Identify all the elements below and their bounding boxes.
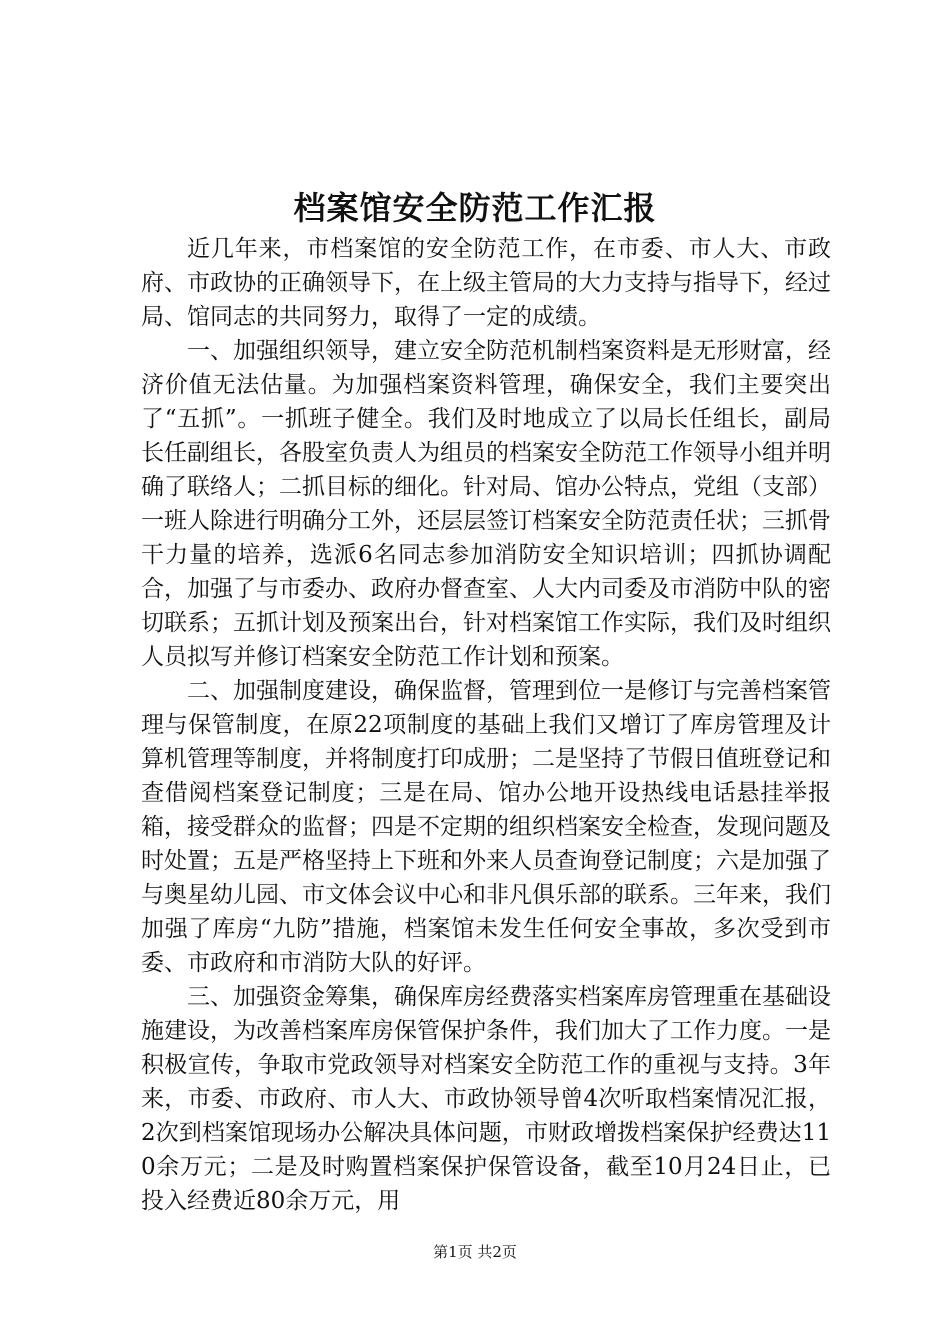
paragraph-section-2: 二、加强制度建设，确保监督，管理到位一是修订与完善档案管理与保管制度，在原22项制度的基础上我们又增订了库房管理及计算机管理等制度，并将制度打印成册；二是坚持了节假日值班登记和查借阅档案登记制度；三是在局、馆办公地开设热线电话悬挂举报箱，接受群众的监督；四是不定期的组织档案安全检查，发现问题及时处置；五是严格坚持上下班和外来人员查询登记制度；六是加强了与奥星幼儿园、市文体会议中心和非凡俱乐部的联系。三年来，我们加强了库房“九防”措施，档案馆未发生任何安全事故，多次受到市委、市政府和市消防大队的好评。 [141,678,831,976]
page-footer: 第1页 共2页 [433,1243,517,1261]
document-body [141,232,831,1218]
paragraph-section-3: 三、加强资金筹集，确保库房经费落实档案库房管理重在基础设施建设，为改善档案库房保管保护条件，我们加大了工作力度。一是积极宣传，争取市党政领导对档案安全防范工作的重视与支持。3年来，市委、市政府、市人大、市政协领导曾4次听取档案情况汇报，2次到档案馆现场办公解决具体问题，市财政增拨档案保护经费达110余万元；二是及时购置档案保护保管设备，截至10月24日止，已投入经费近80余万元，用 [141,984,831,1214]
paragraph-section-1: 一、加强组织领导，建立安全防范机制档案资料是无形财富，经济价值无法估量。为加强档案资料管理，确保安全，我们主要突出了“五抓”。一抓班子健全。我们及时地成立了以局长任组长，副局长任副组长，各股室负责人为组员的档案安全防范工作领导小组并明确了联络人；二抓目标的细化。针对局、馆办公特点，党组（支部）一班人除进行明确分工外，还层层签订档案安全防范责任状；三抓骨干力量的培养，选派6名同志参加消防安全知识培训；四抓协调配合，加强了与市委办、政府办督查室、人大内司委及市消防中队的密切联系；五抓计划及预案出台，针对档案馆工作实际，我们及时组织人员拟写并修订档案安全防范工作计划和预案。 [141,338,831,670]
document-title: 档案馆安全防范工作汇报 [293,189,657,227]
paragraph-intro: 近几年来，市档案馆的安全防范工作，在市委、市人大、市政府、市政协的正确领导下，在上级主管局的大力支持与指导下，经过局、馆同志的共同努力，取得了一定的成绩。 [141,236,831,330]
